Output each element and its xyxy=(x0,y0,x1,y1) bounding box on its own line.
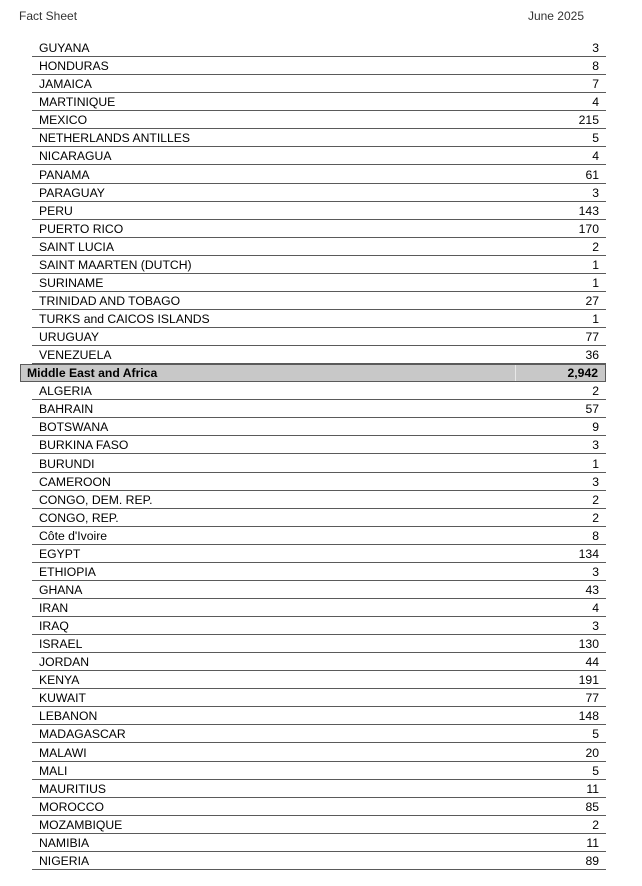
table-row xyxy=(32,184,606,202)
country-name: PANAMA xyxy=(39,167,90,182)
table-row xyxy=(32,653,606,671)
country-count: 2 xyxy=(592,239,599,254)
country-count: 20 xyxy=(585,745,599,760)
table-row xyxy=(32,852,606,870)
country-count: 4 xyxy=(592,95,599,110)
country-name: PUERTO RICO xyxy=(39,221,124,236)
country-name: CAMEROON xyxy=(39,474,111,489)
table-row xyxy=(32,57,606,75)
country-count: 3 xyxy=(592,474,599,489)
country-count: 3 xyxy=(592,185,599,200)
country-name: ALGERIA xyxy=(39,384,92,399)
country-name: KENYA xyxy=(39,673,80,688)
region-row xyxy=(20,364,606,382)
table-row xyxy=(32,202,606,220)
country-name: NETHERLANDS ANTILLES xyxy=(39,131,191,146)
table-row xyxy=(32,39,606,57)
table-row xyxy=(32,689,606,707)
country-count: 148 xyxy=(578,709,599,724)
country-name: MADAGASCAR xyxy=(39,727,126,742)
region-count: 2,942 xyxy=(567,366,598,381)
country-count-table xyxy=(20,39,606,870)
table-row xyxy=(32,165,606,183)
table-row xyxy=(32,274,606,292)
country-name: JAMAICA xyxy=(39,77,92,92)
country-count: 85 xyxy=(585,799,599,814)
country-name: ETHIOPIA xyxy=(39,564,96,579)
country-count: 1 xyxy=(592,456,599,471)
country-count: 57 xyxy=(585,402,599,417)
country-name: PERU xyxy=(39,203,73,218)
country-name: MEXICO xyxy=(39,113,88,128)
country-name: TURKS and CAICOS ISLANDS xyxy=(39,312,210,326)
country-count: 7 xyxy=(592,77,599,92)
table-row xyxy=(32,617,606,635)
country-name: JORDAN xyxy=(39,655,90,670)
region-name: Middle East and Africa xyxy=(27,366,158,381)
country-name: NAMIBIA xyxy=(39,835,90,850)
country-name: IRAN xyxy=(39,601,69,615)
table-row xyxy=(32,581,606,599)
country-count: 77 xyxy=(585,691,599,706)
table-row xyxy=(32,310,606,328)
table-row xyxy=(32,816,606,834)
country-count: 191 xyxy=(578,673,599,688)
country-count: 43 xyxy=(585,582,599,597)
country-name: NICARAGUA xyxy=(39,149,112,164)
country-count: 3 xyxy=(592,41,599,56)
country-name: IRAQ xyxy=(39,619,69,634)
table-row xyxy=(32,527,606,545)
country-name: NIGERIA xyxy=(39,853,90,868)
table-row xyxy=(32,671,606,689)
table-row xyxy=(32,147,606,165)
country-name: SAINT LUCIA xyxy=(39,239,114,254)
country-name: MARTINIQUE xyxy=(39,95,116,110)
table-row xyxy=(32,743,606,761)
page-header xyxy=(19,9,584,25)
country-count: 61 xyxy=(585,167,599,182)
country-count: 3 xyxy=(592,564,599,579)
country-name: BURKINA FASO xyxy=(39,438,129,453)
country-name: TRINIDAD AND TOBAGO xyxy=(39,293,181,308)
country-name: MOZAMBIQUE xyxy=(39,817,123,832)
table-row xyxy=(32,418,606,436)
table-row xyxy=(32,346,606,364)
table-row xyxy=(32,129,606,147)
table-row xyxy=(32,725,606,743)
country-count: 44 xyxy=(585,655,599,670)
country-count: 2 xyxy=(592,384,599,399)
table-row xyxy=(32,798,606,816)
country-count: 170 xyxy=(578,221,599,236)
country-name: MALAWI xyxy=(39,745,87,760)
table-row xyxy=(32,635,606,653)
country-count: 8 xyxy=(592,59,599,74)
country-name: VENEZUELA xyxy=(39,348,112,363)
country-count: 11 xyxy=(586,781,599,796)
country-count: 134 xyxy=(578,546,599,561)
country-name: KUWAIT xyxy=(39,691,86,706)
country-name: EGYPT xyxy=(39,546,81,561)
table-row xyxy=(32,436,606,454)
country-count: 143 xyxy=(578,203,599,218)
country-name: BOTSWANA xyxy=(39,420,109,435)
table-row xyxy=(32,238,606,256)
country-name: CONGO, DEM. REP. xyxy=(39,492,153,507)
table-row xyxy=(32,454,606,472)
table-row xyxy=(32,328,606,346)
table-row xyxy=(32,382,606,400)
column-divider xyxy=(515,365,516,381)
country-name: MAURITIUS xyxy=(39,781,107,796)
country-count: 2 xyxy=(592,510,599,525)
table-row xyxy=(32,256,606,274)
country-count: 9 xyxy=(592,420,599,435)
country-count: 2 xyxy=(592,817,599,832)
country-name: MALI xyxy=(39,763,68,778)
table-row xyxy=(32,563,606,581)
table-row xyxy=(32,292,606,310)
country-count: 4 xyxy=(592,601,599,615)
country-name: ISRAEL xyxy=(39,637,83,652)
table-row xyxy=(32,509,606,527)
table-row xyxy=(32,834,606,852)
table-row xyxy=(32,780,606,798)
country-count: 2 xyxy=(592,492,599,507)
country-count: 77 xyxy=(585,330,599,345)
table-row xyxy=(32,75,606,93)
table-row xyxy=(32,93,606,111)
table-row xyxy=(32,707,606,725)
country-count: 8 xyxy=(592,528,599,543)
country-name: BAHRAIN xyxy=(39,402,94,417)
country-name: SURINAME xyxy=(39,275,104,290)
country-name: Côte d'Ivoire xyxy=(39,528,108,543)
country-count: 5 xyxy=(592,763,599,778)
country-count: 3 xyxy=(592,438,599,453)
country-name: URUGUAY xyxy=(39,330,100,345)
country-count: 1 xyxy=(592,275,599,290)
country-name: MOROCCO xyxy=(39,799,104,814)
country-name: LEBANON xyxy=(39,709,98,724)
document-date: June 2025 xyxy=(527,9,584,23)
table-row xyxy=(32,220,606,238)
document-title: Fact Sheet xyxy=(19,9,78,23)
table-row xyxy=(32,545,606,563)
country-name: CONGO, REP. xyxy=(39,510,119,525)
country-count: 1 xyxy=(592,312,599,326)
table-row xyxy=(32,400,606,418)
table-row xyxy=(32,111,606,129)
country-name: GHANA xyxy=(39,582,83,597)
country-count: 11 xyxy=(586,835,599,850)
country-count: 5 xyxy=(592,727,599,742)
country-count: 5 xyxy=(592,131,599,146)
country-count: 130 xyxy=(578,637,599,652)
table-row xyxy=(32,491,606,509)
table-row xyxy=(32,599,606,617)
country-count: 3 xyxy=(592,619,599,634)
country-count: 1 xyxy=(592,257,599,272)
country-count: 89 xyxy=(585,853,599,868)
country-count: 4 xyxy=(592,149,599,164)
country-count: 36 xyxy=(585,348,599,363)
country-name: PARAGUAY xyxy=(39,185,105,200)
table-row xyxy=(32,762,606,780)
country-count: 27 xyxy=(585,293,599,308)
country-name: BURUNDI xyxy=(39,456,95,471)
country-name: HONDURAS xyxy=(39,59,109,74)
country-name: GUYANA xyxy=(39,41,90,56)
country-count: 215 xyxy=(578,113,599,128)
table-row xyxy=(32,473,606,491)
country-name: SAINT MAARTEN (DUTCH) xyxy=(39,257,192,272)
